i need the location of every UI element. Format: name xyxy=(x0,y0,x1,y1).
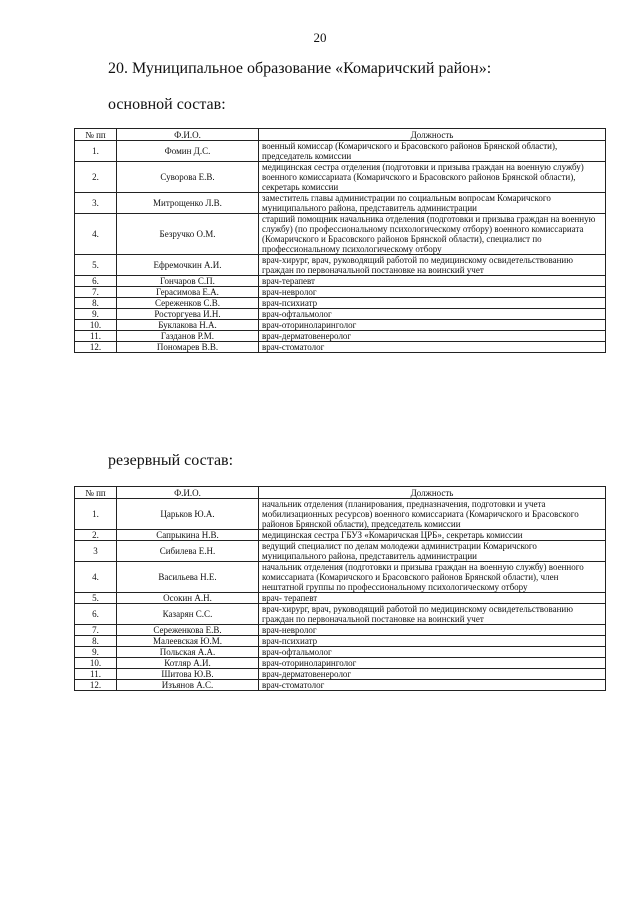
member-name: Ефремочкин А.И. xyxy=(117,255,259,276)
member-name: Сапрыкина Н.В. xyxy=(117,530,259,541)
member-name: Осокин А.Н. xyxy=(117,593,259,604)
table-row xyxy=(75,287,606,298)
member-name: Царьков Ю.А. xyxy=(117,499,259,530)
row-number: 9. xyxy=(75,309,117,320)
row-number: 1. xyxy=(75,141,117,162)
member-name: Сереженкова Е.В. xyxy=(117,625,259,636)
row-number: 7. xyxy=(75,287,117,298)
table-header-row xyxy=(75,129,606,141)
row-number: 4. xyxy=(75,214,117,255)
member-position: медицинская сестра ГБУЗ «Комаричская ЦРБ», секретарь комиссии xyxy=(259,530,606,541)
member-name: Фомин Д.С. xyxy=(117,141,259,162)
table-row xyxy=(75,604,606,625)
table-row xyxy=(75,298,606,309)
member-position: старший помощник начальника отделения (подготовки и призыва граждан на военную службу) (по профессиональному психологическому отбору) военного комиссариата (Комаричского и Брасовского районов Брянской области), специалист по профессиональному психологическому отбору xyxy=(259,214,606,255)
member-name: Гончаров С.П. xyxy=(117,276,259,287)
table-row xyxy=(75,636,606,647)
member-position: военный комиссар (Комаричского и Брасовского районов Брянской области), председатель комиссии xyxy=(259,141,606,162)
row-number: 12. xyxy=(75,342,117,353)
table-row xyxy=(75,162,606,193)
column-header-name: Ф.И.О. xyxy=(117,129,259,141)
member-position: врач-невролог xyxy=(259,287,606,298)
main-composition-label: основной состав: xyxy=(108,96,226,113)
row-number: 8. xyxy=(75,636,117,647)
member-position: врач-дерматовенеролог xyxy=(259,331,606,342)
table-header-row xyxy=(75,487,606,499)
member-position: начальник отделения (подготовки и призыва граждан на военную службу) военного комиссариата (Комаричского и Брасовского районов Брянской области), член нештатной группы по профессиональному психологическому отбору xyxy=(259,562,606,593)
member-position: врач-хирург, врач, руководящий работой по медицинскому освидетельствованию граждан по первоначальной постановке на воинский учет xyxy=(259,604,606,625)
member-name: Безручко О.М. xyxy=(117,214,259,255)
table-row xyxy=(75,276,606,287)
member-position: врач- терапевт xyxy=(259,593,606,604)
member-position: врач-психиатр xyxy=(259,298,606,309)
row-number: 11. xyxy=(75,331,117,342)
table-row xyxy=(75,309,606,320)
member-name: Газданов Р.М. xyxy=(117,331,259,342)
row-number: 3. xyxy=(75,193,117,214)
member-position: врач-офтальмолог xyxy=(259,647,606,658)
member-name: Васильева Н.Е. xyxy=(117,562,259,593)
member-position: врач-стоматолог xyxy=(259,342,606,353)
member-position: врач-офтальмолог xyxy=(259,309,606,320)
member-name: Изъянов А.С. xyxy=(117,680,259,691)
column-header-number: № пп xyxy=(75,487,117,499)
row-number: 8. xyxy=(75,298,117,309)
member-name: Герасимова Е.А. xyxy=(117,287,259,298)
reserve-composition-label: резервный состав: xyxy=(108,452,234,469)
row-number: 6. xyxy=(75,604,117,625)
member-position: заместитель главы администрации по социальным вопросам Комаричского муниципального района, представитель администрации xyxy=(259,193,606,214)
member-name: Митрощенко Л.В. xyxy=(117,193,259,214)
row-number: 7. xyxy=(75,625,117,636)
row-number: 12. xyxy=(75,680,117,691)
member-position: врач-хирург, врач, руководящий работой по медицинскому освидетельствованию граждан по первоначальной постановке на воинский учет xyxy=(259,255,606,276)
row-number: 2. xyxy=(75,530,117,541)
member-name: Казарян С.С. xyxy=(117,604,259,625)
member-name: Буклакова Н.А. xyxy=(117,320,259,331)
member-position: врач-дерматовенеролог xyxy=(259,669,606,680)
table-row xyxy=(75,658,606,669)
member-position: врач-терапевт xyxy=(259,276,606,287)
table-row xyxy=(75,141,606,162)
row-number: 2. xyxy=(75,162,117,193)
table-row xyxy=(75,530,606,541)
row-number: 1. xyxy=(75,499,117,530)
row-number: 5. xyxy=(75,593,117,604)
table-row xyxy=(75,499,606,530)
municipality-heading: 20. Муниципальное образование «Комаричский район»: xyxy=(108,60,492,77)
table-row xyxy=(75,625,606,636)
member-position: врач-психиатр xyxy=(259,636,606,647)
main-composition-table xyxy=(74,128,606,353)
member-position: врач-стоматолог xyxy=(259,680,606,691)
member-name: Сереженков С.В. xyxy=(117,298,259,309)
row-number: 4. xyxy=(75,562,117,593)
column-header-position: Должность xyxy=(259,487,606,499)
column-header-name: Ф.И.О. xyxy=(117,487,259,499)
row-number: 10. xyxy=(75,658,117,669)
table-row xyxy=(75,214,606,255)
member-name: Сибилева Е.Н. xyxy=(117,541,259,562)
table-row xyxy=(75,331,606,342)
column-header-position: Должность xyxy=(259,129,606,141)
table-row xyxy=(75,562,606,593)
row-number: 11. xyxy=(75,669,117,680)
member-name: Малеевская Ю.М. xyxy=(117,636,259,647)
member-position: врач-оториноларинголог xyxy=(259,320,606,331)
column-header-number: № пп xyxy=(75,129,117,141)
member-position: врач-невролог xyxy=(259,625,606,636)
table-row xyxy=(75,255,606,276)
member-position: ведущий специалист по делам молодежи администрации Комаричского муниципального района, представитель администрации xyxy=(259,541,606,562)
row-number: 6. xyxy=(75,276,117,287)
page-number: 20 xyxy=(313,30,327,45)
row-number: 9. xyxy=(75,647,117,658)
member-name: Котляр А.И. xyxy=(117,658,259,669)
member-position: начальник отделения (планирования, предназначения, подготовки и учета мобилизационных ресурсов) военного комиссариата (Комаричского и Брасовского районов Брянской области), председатель комиссии xyxy=(259,499,606,530)
table-row xyxy=(75,541,606,562)
member-name: Росторгуева И.Н. xyxy=(117,309,259,320)
table-row xyxy=(75,193,606,214)
reserve-composition-table xyxy=(74,486,606,691)
table-row xyxy=(75,320,606,331)
member-name: Пономарев В.В. xyxy=(117,342,259,353)
row-number: 5. xyxy=(75,255,117,276)
member-position: врач-оториноларинголог xyxy=(259,658,606,669)
row-number: 10. xyxy=(75,320,117,331)
member-name: Суворова Е.В. xyxy=(117,162,259,193)
table-row xyxy=(75,593,606,604)
row-number: 3 xyxy=(75,541,117,562)
table-row xyxy=(75,647,606,658)
table-row xyxy=(75,669,606,680)
member-name: Польская А.А. xyxy=(117,647,259,658)
member-position: медицинская сестра отделения (подготовки и призыва граждан на военную службу) военного комиссариата (Комаричского и Брасовского районов Брянской области), секретарь комиссии xyxy=(259,162,606,193)
member-name: Шитова Ю.В. xyxy=(117,669,259,680)
table-row xyxy=(75,342,606,353)
table-row xyxy=(75,680,606,691)
